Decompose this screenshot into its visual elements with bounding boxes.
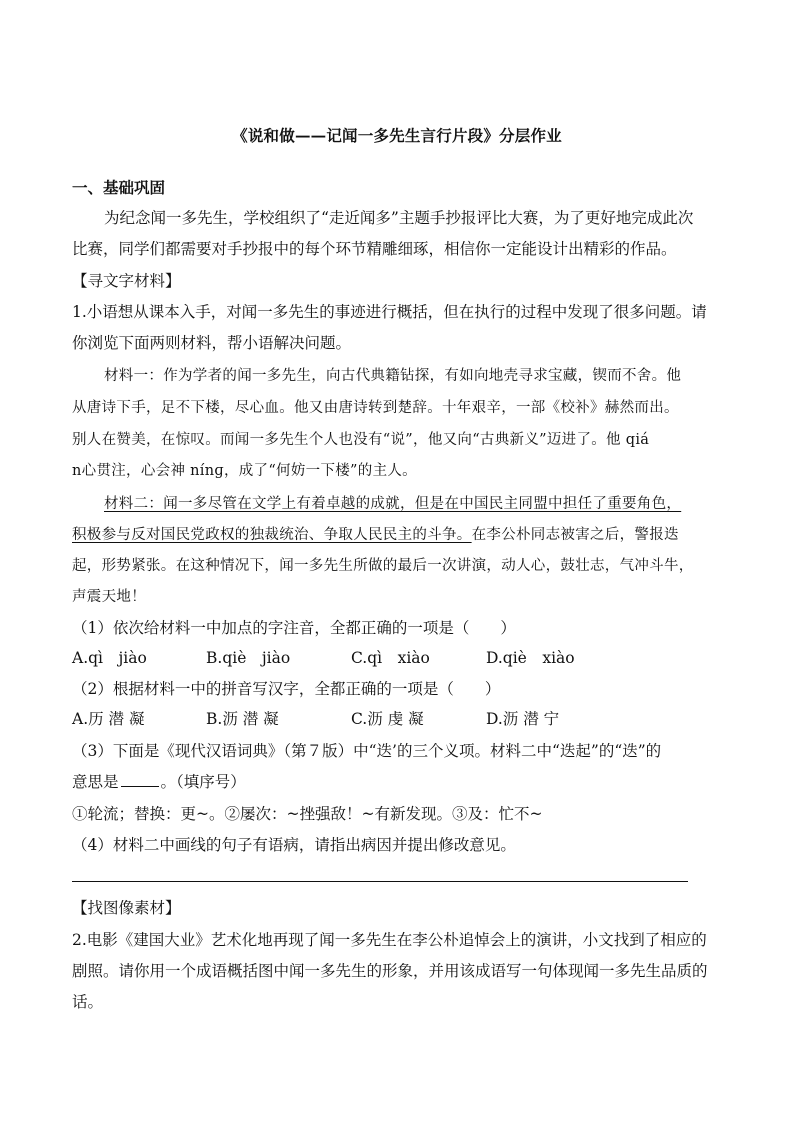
question1-stem-line1: 1.小语想从课本入手，对闻一多先生的事迹进行概括，但在执行的过程中发现了很多问题。请 — [72, 303, 707, 321]
option-c[interactable]: C.qì xiào — [351, 649, 430, 667]
intro-paragraph-line1: 为纪念闻一多先生，学校组织了“走近闻多”主题手抄报评比大赛，为了更好地完成此次 — [104, 209, 694, 227]
subquestion4-stem: （4）材料二中画线的句子有语病，请指出病因并提出修改意见。 — [72, 836, 516, 854]
material2-line1 — [104, 493, 764, 515]
subquestion1-stem: （1）依次给材料一中加点的字注音，全都正确的一项是（ ） — [72, 619, 516, 637]
question2-stem-line3: 话。 — [72, 993, 104, 1011]
option-b[interactable]: B.沥 潜 凝 — [206, 710, 279, 728]
subquestion3-prefix: 意思是 — [72, 773, 119, 791]
answer-blank[interactable] — [121, 772, 159, 787]
material2-line4: 声震天地！ — [72, 589, 146, 605]
material2-line3: 起，形势紧张。在这种情况下，闻一多先生所做的最后一次讲演，动人心，鼓壮志，气冲斗牛， — [72, 558, 694, 574]
subquestion2-stem: （2）根据材料一中的拼音写汉字，全都正确的一项是（ ） — [72, 680, 501, 698]
option-a[interactable]: A.历 潜 凝 — [72, 710, 145, 728]
material1-line2: 从唐诗下手，足不下楼，尽心血。他又由唐诗转到楚辞。十年艰辛，一部《校补》赫然而出。 — [72, 400, 679, 416]
material1-line3: 别人在赞美，在惊叹。而闻一多先生个人也没有“说”，他又向“古典新义”迈进了。他 qiá — [72, 432, 650, 448]
question2-stem-line1: 2.电影《建国大业》艺术化地再现了闻一多先生在李公朴追悼会上的演讲，小文找到了相应的 — [72, 931, 707, 949]
question2-stem-line2: 剧照。请你用一个成语概括图中闻一多先生的形象，并用该成语写一句体现闻一多先生品质的 — [72, 962, 708, 980]
answer-line[interactable] — [72, 881, 688, 882]
material2-underlined-sentence: 积极参与反对国民党政权的独裁统治、争取人民民主的斗争。 — [72, 527, 472, 543]
page-title: 《说和做——记闻一多先生言行片段》分层作业 — [232, 126, 562, 145]
intro-paragraph-line2: 比赛，同学们都需要对手抄报中的每个环节精雕细琢，相信你一定能设计出精彩的作品。 — [72, 240, 677, 258]
subquestion3-stem-line2 — [72, 771, 732, 793]
material1-line1: 材料一：作为学者的闻一多先生，向古代典籍钻探，有如向地壳寻求宝藏，锲而不舍。他 — [104, 368, 682, 384]
material2-line2-rest: 在李公朴同志被害之后，警报迭 — [471, 527, 679, 543]
material2-line2 — [72, 524, 732, 546]
option-c[interactable]: C.沥 虔 凝 — [351, 710, 424, 728]
subquestion3-suffix: 。（填序号） — [160, 773, 246, 791]
section-heading-basics: 一、基础巩固 — [72, 178, 166, 197]
option-d[interactable]: D.沥 潜 宁 — [486, 710, 560, 728]
dictionary-senses: ①轮流；替换：更~。②屡次：~挫强敌！~有新发现。③及：忙不~ — [72, 805, 543, 823]
material2-underlined-start: 材料二：闻一多尽管在文学上有着卓越的成就，但是在中国民主同盟中担任了重要角色， — [104, 496, 682, 512]
material1-line4: n心贯注，心会神 nínɡ，成了“何妨一下楼”的主人。 — [72, 463, 417, 479]
part-label-text-material: 【寻文字材料】 — [72, 272, 181, 290]
part-label-image-material: 【找图像素材】 — [72, 899, 181, 917]
subquestion3-stem-line1: （3）下面是《现代汉语词典》（第７版）中“迭’的三个义项。材料二中“迭起”的“迭”的 — [72, 742, 662, 760]
option-a[interactable]: A.qì jiào — [72, 649, 147, 667]
option-b[interactable]: B.qiè jiào — [206, 649, 291, 667]
option-d[interactable]: D.qiè xiào — [486, 649, 575, 667]
question1-stem-line2: 你浏览下面两则材料，帮小语解决问题。 — [72, 334, 352, 352]
